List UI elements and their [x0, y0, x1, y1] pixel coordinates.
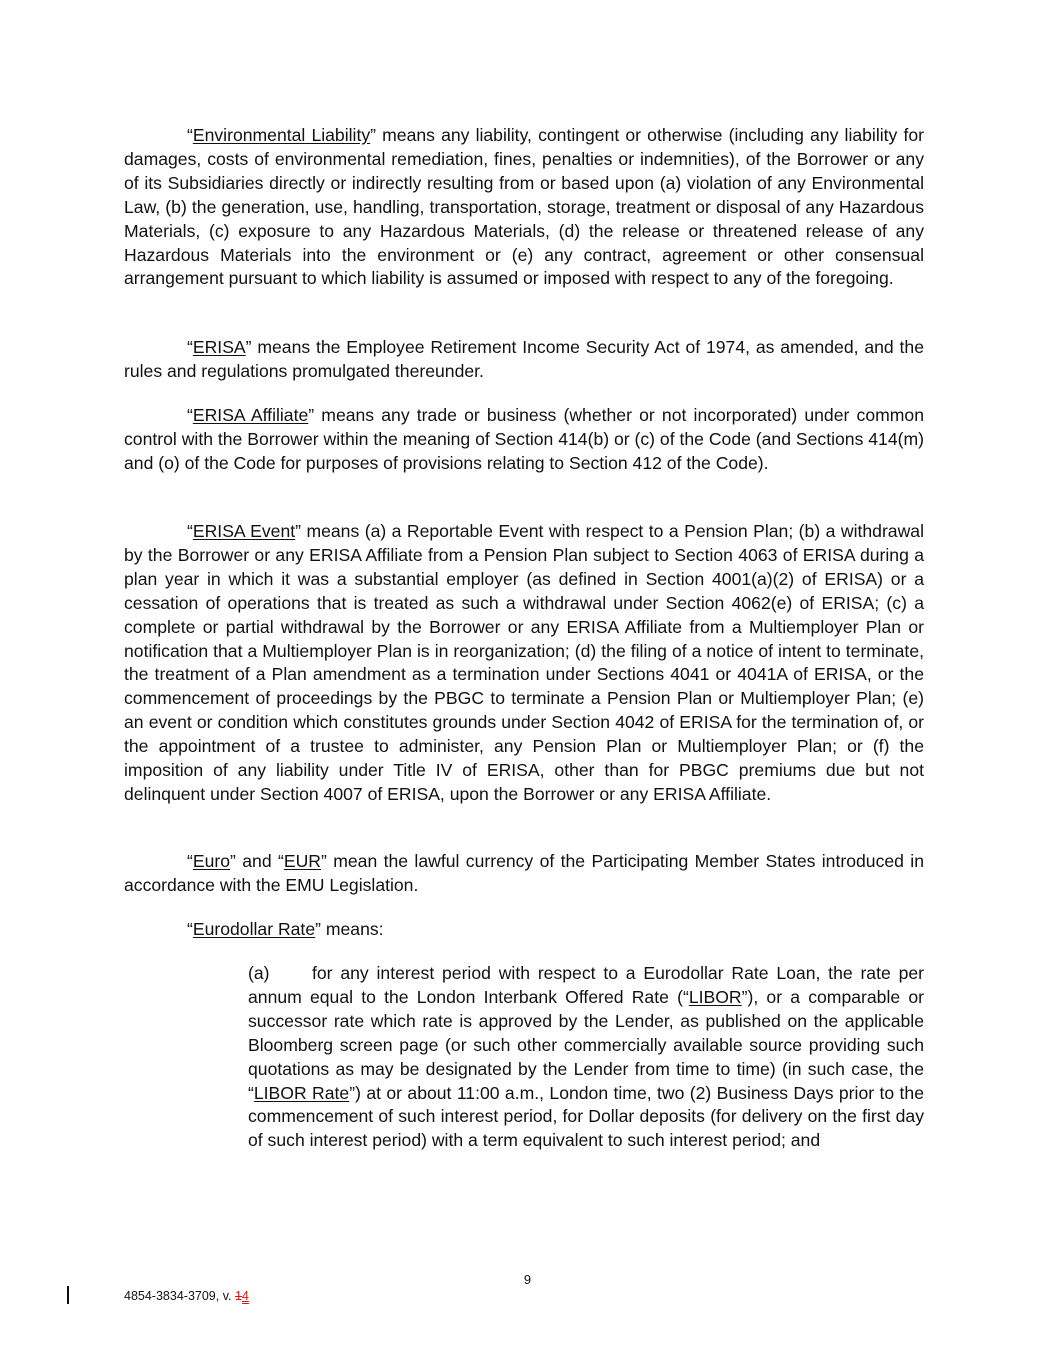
defined-term: ERISA — [192, 337, 246, 357]
definition-eurodollar-rate — [124, 918, 924, 942]
defined-term-eur: EUR — [283, 851, 321, 871]
defined-term-euro: Euro — [192, 851, 231, 871]
defined-term: Environmental Liability — [192, 125, 371, 145]
open-quote: “ — [187, 405, 193, 425]
eurodollar-rate-clause-a — [248, 962, 924, 1153]
close-quote: ” — [245, 337, 252, 357]
version-inserted: 4 — [241, 1289, 249, 1303]
clause-label: (a) — [248, 963, 270, 983]
definition-text: means: — [320, 919, 384, 939]
close-quote: ” — [308, 405, 315, 425]
close-quote: ” — [370, 125, 376, 145]
defined-term: Eurodollar Rate — [192, 919, 316, 939]
definition-erisa — [124, 336, 924, 384]
defined-term-libor: LIBOR — [688, 986, 742, 1007]
definition-text: means any trade or business (whether or not incorporated) under common control with the Borrower within the meaning of Section 414(b) or (c) of the Code (and Sections 414(m) and (o) of the Code for purposes of provisions relating to Section 412 of the Code). — [124, 405, 924, 473]
doc-id-prefix: 4854-3834-3709, v. — [124, 1289, 235, 1303]
revision-change-bar — [67, 1286, 69, 1304]
open-quote: “ — [277, 851, 284, 871]
definition-erisa-affiliate — [124, 404, 924, 476]
close-quote: ” — [321, 851, 327, 871]
definition-environmental-liability — [124, 124, 924, 291]
definition-erisa-event — [124, 520, 924, 807]
close-quote: ” — [315, 919, 321, 939]
document-id-footer — [124, 1288, 249, 1304]
clause-text-part-1: for any interest period with respect to a Eurodollar Rate Loan, the rate per annum equal to the London Interbank Offered Rate (“ — [248, 963, 924, 1007]
close-quote: ” — [230, 851, 236, 871]
open-quote: “ — [187, 125, 193, 145]
defined-term: ERISA Affiliate — [192, 405, 309, 425]
clause-text-part-2: ”), or a comparable or successor rate which rate is approved by the Lender, as published on the applicable Bloomberg screen page (or such other commercially available source providing such quotations as may be designated by the Lender from time to time) (in such case, the “ — [248, 986, 924, 1103]
definition-text: means the Employee Retirement Income Security Act of 1974, as amended, and the rules and regulations promulgated thereunder. — [124, 337, 924, 381]
clause-text-part-3: ”) at or about 11:00 a.m., London time, two (2) Business Days prior to the commencement of such interest period, for Dollar deposits (for delivery on the first day of such interest period) with a term equivalent to such interest period; and — [248, 1082, 924, 1151]
definition-text: means any liability, contingent or otherwise (including any liability for damages, costs of environmental remediation, fines, penalties or indemnities), of the Borrower or any of its Subsidiaries directly or indirectly resulting from or based upon (a) violation of any Environmental Law, (b) the generation, use, handling, transportation, storage, treatment or disposal of any Hazardous Materials, (c) exposure to any Hazardous Materials, (d) the release or threatened release of any Hazardous Materials into the environment or (e) any contract, agreement or other consensual arrangement pursuant to which liability is assumed or imposed with respect to any of the foregoing. — [124, 125, 924, 289]
definition-text: mean the lawful currency of the Participating Member States introduced in accordance with the EMU Legislation. — [124, 851, 924, 895]
definition-text: means (a) a Reportable Event with respect to a Pension Plan; (b) a withdrawal by the Borrower or any ERISA Affiliate from a Pension Plan subject to Section 4063 of ERISA during a plan year in which it was a substantial employer (as defined in Section 4001(a)(2) of ERISA) or a cessation of operations that is treated as such a withdrawal under Section 4062(e) of ERISA; (c) a complete or partial withdrawal by the Borrower or any ERISA Affiliate from a Multiemployer Plan or notification that a Multiemployer Plan is in reorganization; (d) the filing of a notice of intent to terminate, the treatment of a Plan amendment as a termination under Sections 4041 or 4041A of ERISA, or the commencement of proceedings by the PBGC to terminate a Pension Plan or Multiemployer Plan; (e) an event or condition which constitutes grounds under Section 4042 of ERISA for the termination of, or the appointment of a trustee to administer, any Pension Plan or Multiemployer Plan; or (f) the imposition of any liability under Title IV of ERISA, other than for PBGC premiums due but not delinquent under Section 4007 of ERISA, upon the Borrower or any ERISA Affiliate. — [124, 521, 924, 804]
open-quote: “ — [187, 919, 193, 939]
definition-euro — [124, 850, 924, 898]
connector-text: and — [235, 851, 278, 871]
version-deleted: 1 — [234, 1289, 242, 1303]
close-quote: ” — [295, 521, 301, 541]
open-quote: “ — [187, 851, 193, 871]
defined-term-libor-rate: LIBOR Rate — [253, 1082, 350, 1103]
page-number: 9 — [523, 1272, 532, 1287]
defined-term: ERISA Event — [192, 521, 296, 541]
open-quote: “ — [187, 337, 193, 357]
open-quote: “ — [187, 521, 193, 541]
